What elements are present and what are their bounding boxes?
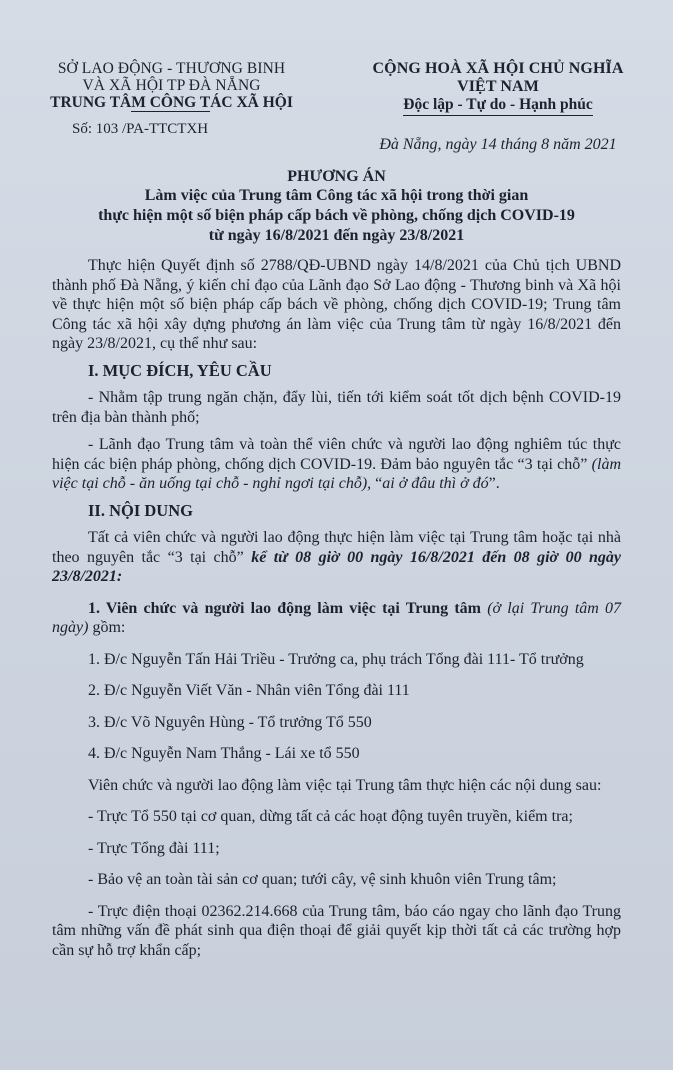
s1p2-text-a: - Lãnh đạo Trung tâm và toàn thể viên chức và người lao động nghiêm túc thực hiện các biện pháp phòng, chống dịch COVID-19. Đảm bảo nguyên tắc “3 tại chỗ” xyxy=(52,436,621,473)
intro-paragraph: Thực hiện Quyết định số 2788/QĐ-UBND ngày 14/8/2021 của Chủ tịch UBND thành phố Đà Nẵng, ý kiến chỉ đạo của Lãnh đạo Sở Lao động - Thương binh và Xã hội về thực hiện một số biện pháp cấp bách về phòng, chống dịch COVID-19; Trung tâm Công tác xã hội xây dựng phương án làm việc của Trung tâm từ ngày 16/8/2021 đến ngày 23/8/2021, cụ thể như sau: xyxy=(52,257,621,352)
duty-item: - Trực Tổng đài 111; xyxy=(88,839,220,857)
org-name-part-1: TRUNG TÂ xyxy=(50,94,132,111)
subsection-1-heading xyxy=(52,599,621,638)
s1p2-text-e: ”. xyxy=(488,475,500,492)
document-title xyxy=(52,168,621,246)
sub1-bold: 1. Viên chức và người lao động làm việc tại Trung tâm xyxy=(88,599,482,617)
document-number: Số: 103 /PA-TTCTXH xyxy=(72,121,209,137)
s2p1-text-a: Tất cả viên chức và người lao động thực hiện làm việc tại Trung tâm hoặc tại nhà theo nguyên tắc “3 tại chỗ” xyxy=(52,529,621,566)
staff-item: 4. Đ/c Nguyễn Nam Thắng - Lái xe tổ 550 xyxy=(88,745,360,762)
duty-item: - Bảo vệ an toàn tài sản cơ quan; tưới cây, vệ sinh khuôn viên Trung tâm; xyxy=(88,871,557,888)
document-date: Đà Nẵng, ngày 14 tháng 8 năm 2021 xyxy=(379,136,617,153)
title-line-3: thực hiện một số biện pháp cấp bách về phòng, chống dịch COVID-19 xyxy=(98,207,575,224)
org-line-1: SỞ LAO ĐỘNG - THƯƠNG BINH xyxy=(57,60,286,77)
org-name-part-2: M CÔNG T xyxy=(131,94,211,111)
staff-item: 1. Đ/c Nguyễn Tấn Hải Triều - Trưởng ca, phụ trách Tổng đài 111- Tổ trưởng xyxy=(88,650,584,668)
issuing-organization xyxy=(44,60,299,138)
section-2-heading: II. NỘI DUNG xyxy=(88,500,193,520)
sub1-italic: (ở lại Trung tâm 07 ngày) xyxy=(52,599,622,636)
title-line-2: Làm việc của Trung tâm Công tác xã hội trong thời gian xyxy=(144,187,529,204)
s1p2-text-c: “ xyxy=(371,475,383,492)
section-1-paragraph-2 xyxy=(52,435,621,494)
title-line-1: PHƯƠNG ÁN xyxy=(287,168,386,185)
duty-item: - Trực điện thoại 02362.214.668 của Trung tâm, báo cáo ngay cho lãnh đạo Trung tâm những vấn đề phát sinh qua điện thoại để giải quyết kịp thời tất cả các trường hợp cần sự hỗ trợ khẩn cấp; xyxy=(52,902,621,959)
staff-item: 3. Đ/c Võ Nguyên Hùng - Tổ trưởng Tổ 550 xyxy=(88,713,372,731)
org-name-part-3: ÁC XÃ HỘI xyxy=(210,94,293,111)
duty-item: - Trực Tổ 550 tại cơ quan, dừng tất cả các hoạt động tuyên truyền, kiểm tra; xyxy=(88,808,573,825)
document-body xyxy=(52,256,621,960)
section-2-paragraph-1 xyxy=(52,528,621,587)
section-1-heading: I. MỤC ĐÍCH, YÊU CẦU xyxy=(88,360,272,380)
s2p1-bold-italic-b: kể từ 08 giờ 00 ngày 16/8/2021 đến 08 giờ 00 ngày 23/8/2021: xyxy=(52,548,622,585)
title-line-4: từ ngày 16/8/2021 đến ngày 23/8/2021 xyxy=(208,227,465,244)
s1p2-italic-b: (làm việc tại chỗ - ăn uống tại chỗ - nghỉ ngơi tại chỗ), xyxy=(52,455,621,492)
national-motto xyxy=(353,60,643,154)
document-header xyxy=(50,60,624,154)
sub1-tail: gồm: xyxy=(88,619,126,636)
staff-item: 2. Đ/c Nguyễn Viết Văn - Nhân viên Tổng đài 111 xyxy=(88,682,410,699)
nation-motto: Độc lập - Tự do - Hạnh phúc xyxy=(403,96,592,116)
org-line-3 xyxy=(44,94,299,112)
duties-intro: Viên chức và người lao động làm việc tại Trung tâm thực hiện các nội dung sau: xyxy=(88,776,602,794)
section-1-paragraph-1: - Nhằm tập trung ngăn chặn, đẩy lùi, tiến tới kiểm soát tốt dịch bệnh COVID-19 trên địa bàn thành phố; xyxy=(52,389,621,426)
s1p2-italic-d: ai ở đâu thì ở đó xyxy=(382,475,489,492)
org-line-2: VÀ XÃ HỘI TP ĐÀ NẴNG xyxy=(82,77,261,94)
nation-title: CỘNG HOÀ XÃ HỘI CHỦ NGHĨA VIỆT NAM xyxy=(372,60,624,95)
